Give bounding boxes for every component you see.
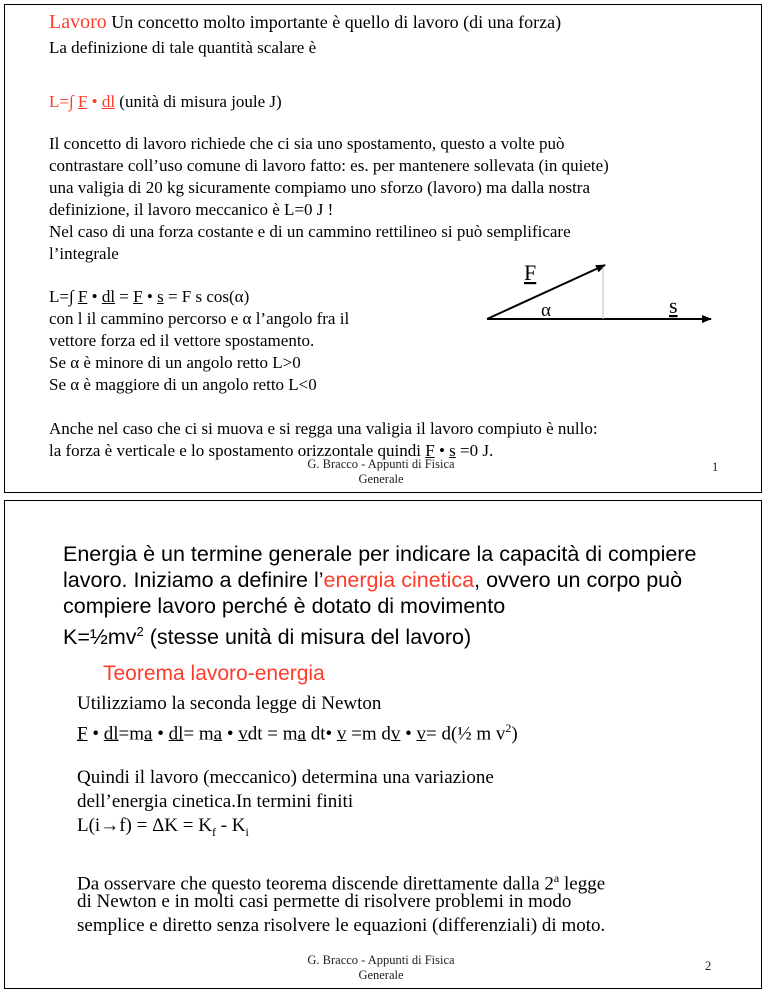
theorem-title: Teorema lavoro-energia	[103, 662, 325, 685]
title-rest: Un concetto molto importante è quello di lavoro (di una forza)	[106, 12, 562, 32]
slide-2-footer: G. Bracco - Appunti di Fisica Generale	[307, 953, 455, 982]
kinetic-energy-term: energia cinetica	[323, 568, 475, 592]
paragraph-line: contrastare coll’uso comune di lavoro fatto: es. per mantenere sollevata (in quiete)	[49, 156, 609, 175]
angle-label: α	[541, 300, 551, 321]
intro-line: lavoro. Iniziamo a definire l’energia cinetica, ovvero un corpo può	[63, 568, 683, 592]
paragraph-line: vettore forza ed il vettore spostamento.	[49, 331, 315, 350]
work-energy-formula: $L(i\to f) = \Delta K = K_f - K_i$	[77, 815, 249, 839]
paragraph-line: con l il cammino percorso e α l’angolo fra il	[49, 309, 350, 328]
slide-1-title-line	[49, 11, 561, 33]
newton-line: Utilizziamo la seconda legge di Newton	[77, 693, 382, 714]
constant-force-formula: L=∫ F • dl = F • s = F s cos(α)	[49, 287, 250, 306]
paragraph-line: Da osservare che questo teorema discende direttamente dalla 2$^a$ legge	[77, 871, 606, 895]
paragraph-line: la forza è verticale e lo spostamento orizzontale quindi F • s =0 J.	[49, 441, 494, 460]
displacement-label: s	[669, 293, 678, 318]
paragraph-line: semplice e diretto senza risolvere le equazioni (differenziali) di moto.	[77, 915, 606, 936]
intro-line: compiere lavoro perché è dotato di movimento	[63, 594, 506, 618]
force-vector-diagram	[475, 253, 725, 333]
paragraph-line: Il concetto di lavoro richiede che ci sia uno spostamento, questo a volte può	[49, 134, 565, 153]
slide-1	[4, 4, 762, 493]
intro-line: Energia è un termine generale per indicare la capacità di compiere	[63, 542, 697, 566]
force-label: F	[524, 260, 537, 285]
paragraph-line: di Newton e in molti casi permette di risolvere problemi in modo	[77, 891, 572, 912]
paragraph-line: Se α è maggiore di un angolo retto L<0	[49, 375, 317, 394]
slide-2	[4, 500, 762, 989]
slide-1-footer: G. Bracco - Appunti di Fisica Generale	[307, 457, 455, 486]
page-number: 2	[705, 959, 712, 973]
paragraph-line: Nel caso di una forza costante e di un cammino rettilineo si può semplificare	[49, 222, 571, 241]
definition-line: La definizione di tale quantità scalare è	[49, 38, 317, 57]
page-number: 1	[712, 460, 719, 474]
paragraph-line: una valigia di 20 kg sicuramente compiamo uno sforzo (lavoro) ma dalla nostra	[49, 178, 591, 197]
paragraph-line: dell’energia cinetica.In termini finiti	[77, 791, 354, 812]
kinetic-energy-formula: $K=\frac{1}{2}mv^2$ (stesse unità di misura del lavoro)	[63, 624, 472, 650]
paragraph-line: Anche nel caso che ci si muova e si regga una valigia il lavoro compiuto è nullo:	[49, 419, 598, 438]
work-integral-formula: L=∫ F • dl (unità di misura joule J)	[49, 92, 282, 111]
paragraph-line: definizione, il lavoro meccanico è L=0 J !	[49, 200, 334, 219]
paragraph-line: Se α è minore di un angolo retto L>0	[49, 353, 301, 372]
title-word-lavoro: Lavoro	[49, 11, 107, 33]
paragraph-line: l’integrale	[49, 244, 119, 263]
newton-derivation-equation: F • dl=ma • dl= ma • vdt = ma dt• v =m dv • v= d(½ m $v^2$)	[77, 721, 518, 745]
paragraph-line: Quindi il lavoro (meccanico) determina una variazione	[77, 767, 494, 788]
